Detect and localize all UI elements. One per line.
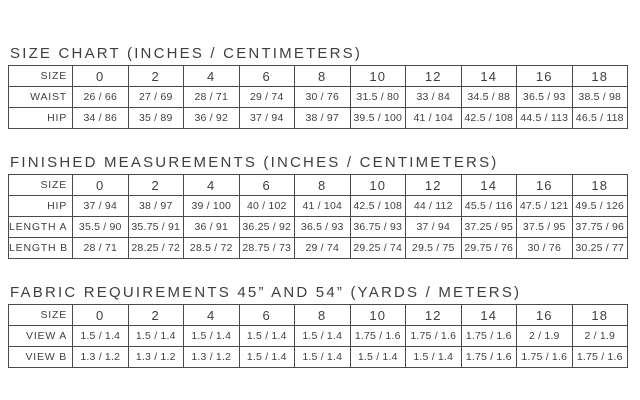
- size-header-cell: 4: [184, 305, 240, 326]
- data-cell: 31.5 / 80: [350, 87, 406, 108]
- size-header-cell: 8: [295, 175, 351, 196]
- data-cell: 28 / 71: [184, 87, 240, 108]
- size-header-cell: 0: [73, 305, 129, 326]
- size-header-cell: 14: [461, 175, 517, 196]
- data-cell: 30 / 76: [295, 87, 351, 108]
- size-header-cell: 18: [572, 305, 628, 326]
- table-row: [9, 87, 628, 108]
- finished-measurements-section: [8, 154, 630, 259]
- table-row: [9, 217, 628, 238]
- size-header-cell: 14: [461, 305, 517, 326]
- size-header-cell: 12: [406, 305, 462, 326]
- row-label: LENGTH B: [9, 238, 73, 259]
- size-header-cell: 12: [406, 175, 462, 196]
- size-header-cell: 10: [350, 305, 406, 326]
- data-cell: 46.5 / 118: [572, 108, 628, 129]
- data-cell: 27 / 69: [128, 87, 184, 108]
- size-header-cell: 0: [73, 175, 129, 196]
- size-row-label: SIZE: [9, 175, 73, 196]
- data-cell: 45.5 / 116: [461, 196, 517, 217]
- data-cell: 28.5 / 72: [184, 238, 240, 259]
- data-cell: 37.25 / 95: [461, 217, 517, 238]
- data-cell: 36.75 / 93: [350, 217, 406, 238]
- size-header-cell: 2: [128, 305, 184, 326]
- data-cell: 1.75 / 1.6: [461, 326, 517, 347]
- data-cell: 1.3 / 1.2: [184, 347, 240, 368]
- data-cell: 41 / 104: [295, 196, 351, 217]
- data-cell: 40 / 102: [239, 196, 295, 217]
- finished-measurements-table: [8, 174, 628, 259]
- header-row: [9, 305, 628, 326]
- size-header-cell: 16: [517, 305, 573, 326]
- data-cell: 1.5 / 1.4: [350, 347, 406, 368]
- data-cell: 29 / 74: [295, 238, 351, 259]
- data-cell: 44 / 112: [406, 196, 462, 217]
- data-cell: 28.25 / 72: [128, 238, 184, 259]
- size-chart-section: [8, 45, 630, 129]
- data-cell: 37 / 94: [239, 108, 295, 129]
- size-header-cell: 6: [239, 175, 295, 196]
- data-cell: 1.5 / 1.4: [406, 347, 462, 368]
- data-cell: 1.75 / 1.6: [350, 326, 406, 347]
- data-cell: 37.75 / 96: [572, 217, 628, 238]
- table-row: [9, 326, 628, 347]
- size-header-cell: 0: [73, 66, 129, 87]
- data-cell: 29.25 / 74: [350, 238, 406, 259]
- data-cell: 1.5 / 1.4: [73, 326, 129, 347]
- data-cell: 1.3 / 1.2: [73, 347, 129, 368]
- data-cell: 42.5 / 108: [461, 108, 517, 129]
- data-cell: 2 / 1.9: [572, 326, 628, 347]
- data-cell: 29 / 74: [239, 87, 295, 108]
- data-cell: 38 / 97: [128, 196, 184, 217]
- size-header-cell: 8: [295, 66, 351, 87]
- size-header-cell: 2: [128, 175, 184, 196]
- size-header-cell: 4: [184, 175, 240, 196]
- data-cell: 30.25 / 77: [572, 238, 628, 259]
- size-header-cell: 18: [572, 175, 628, 196]
- data-cell: 28 / 71: [73, 238, 129, 259]
- finished-measurements-title: FINISHED MEASUREMENTS (INCHES / CENTIMETERS): [10, 154, 499, 171]
- data-cell: 37.5 / 95: [517, 217, 573, 238]
- row-label: HIP: [9, 108, 73, 129]
- data-cell: 26 / 66: [73, 87, 129, 108]
- table-row: [9, 347, 628, 368]
- data-cell: 34.5 / 88: [461, 87, 517, 108]
- data-cell: 30 / 76: [517, 238, 573, 259]
- size-header-cell: 2: [128, 66, 184, 87]
- row-label: HIP: [9, 196, 73, 217]
- data-cell: 1.5 / 1.4: [295, 347, 351, 368]
- data-cell: 2 / 1.9: [517, 326, 573, 347]
- data-cell: 39 / 100: [184, 196, 240, 217]
- data-cell: 42.5 / 108: [350, 196, 406, 217]
- fabric-requirements-section: [8, 284, 630, 368]
- row-label: VIEW A: [9, 326, 73, 347]
- data-cell: 38.5 / 98: [572, 87, 628, 108]
- data-cell: 38 / 97: [295, 108, 351, 129]
- size-header-cell: 16: [517, 66, 573, 87]
- data-cell: 1.75 / 1.6: [517, 347, 573, 368]
- fabric-requirements-table: [8, 304, 628, 368]
- table-row: [9, 108, 628, 129]
- row-label: LENGTH A: [9, 217, 73, 238]
- size-header-cell: 12: [406, 66, 462, 87]
- data-cell: 37 / 94: [406, 217, 462, 238]
- data-cell: 1.5 / 1.4: [295, 326, 351, 347]
- table-row: [9, 196, 628, 217]
- data-cell: 1.5 / 1.4: [239, 326, 295, 347]
- data-cell: 47.5 / 121: [517, 196, 573, 217]
- data-cell: 1.75 / 1.6: [572, 347, 628, 368]
- data-cell: 29.75 / 76: [461, 238, 517, 259]
- fabric-requirements-title: FABRIC REQUIREMENTS 45” AND 54” (YARDS / METERS): [10, 284, 522, 301]
- row-label: VIEW B: [9, 347, 73, 368]
- data-cell: 29.5 / 75: [406, 238, 462, 259]
- size-header-cell: 18: [572, 66, 628, 87]
- data-cell: 1.5 / 1.4: [128, 326, 184, 347]
- data-cell: 41 / 104: [406, 108, 462, 129]
- data-cell: 35.5 / 90: [73, 217, 129, 238]
- data-cell: 39.5 / 100: [350, 108, 406, 129]
- data-cell: 35 / 89: [128, 108, 184, 129]
- size-header-cell: 6: [239, 305, 295, 326]
- size-header-cell: 6: [239, 66, 295, 87]
- size-row-label: SIZE: [9, 305, 73, 326]
- data-cell: 36.25 / 92: [239, 217, 295, 238]
- data-cell: 36 / 92: [184, 108, 240, 129]
- size-header-cell: 4: [184, 66, 240, 87]
- data-cell: 1.3 / 1.2: [128, 347, 184, 368]
- data-cell: 34 / 86: [73, 108, 129, 129]
- data-cell: 1.5 / 1.4: [184, 326, 240, 347]
- size-header-cell: 14: [461, 66, 517, 87]
- data-cell: 36.5 / 93: [517, 87, 573, 108]
- size-header-cell: 10: [350, 175, 406, 196]
- data-cell: 36 / 91: [184, 217, 240, 238]
- table-row: [9, 238, 628, 259]
- data-cell: 1.75 / 1.6: [406, 326, 462, 347]
- size-header-cell: 8: [295, 305, 351, 326]
- data-cell: 1.75 / 1.6: [461, 347, 517, 368]
- size-chart-table: [8, 65, 628, 129]
- data-cell: 37 / 94: [73, 196, 129, 217]
- size-row-label: SIZE: [9, 66, 73, 87]
- size-header-cell: 10: [350, 66, 406, 87]
- header-row: [9, 66, 628, 87]
- size-header-cell: 16: [517, 175, 573, 196]
- row-label: WAIST: [9, 87, 73, 108]
- data-cell: 1.5 / 1.4: [239, 347, 295, 368]
- data-cell: 49.5 / 126: [572, 196, 628, 217]
- data-cell: 44.5 / 113: [517, 108, 573, 129]
- header-row: [9, 175, 628, 196]
- data-cell: 28.75 / 73: [239, 238, 295, 259]
- data-cell: 33 / 84: [406, 87, 462, 108]
- data-cell: 36.5 / 93: [295, 217, 351, 238]
- data-cell: 35.75 / 91: [128, 217, 184, 238]
- size-chart-title: SIZE CHART (INCHES / CENTIMETERS): [10, 45, 363, 62]
